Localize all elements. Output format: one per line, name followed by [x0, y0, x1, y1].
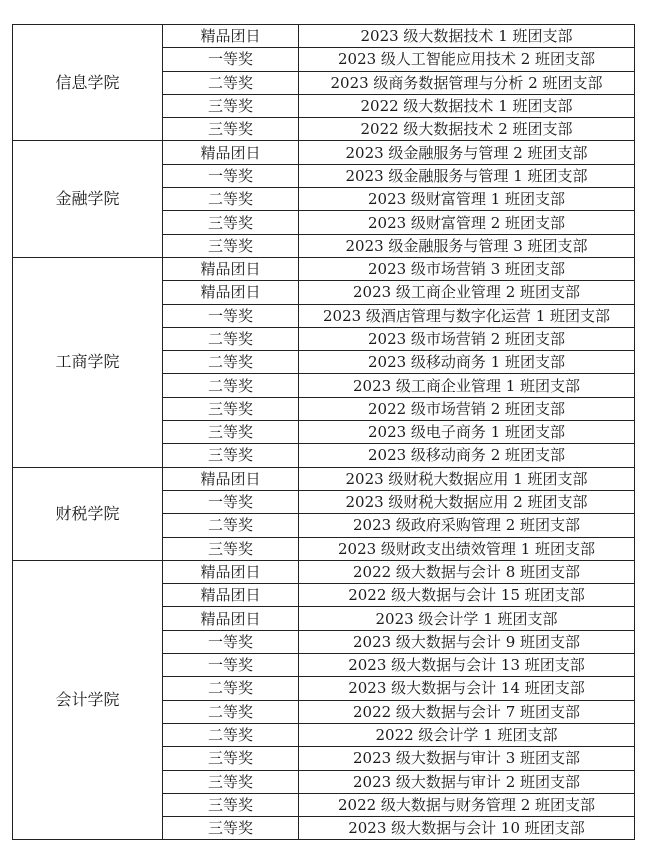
- branch-cell: 2022 级大数据与财务管理 2 班团支部: [299, 793, 635, 816]
- award-cell: 一等奖: [163, 304, 299, 327]
- award-cell: 一等奖: [163, 48, 299, 71]
- award-cell: 三等奖: [163, 770, 299, 793]
- branch-cell: 2022 级大数据技术 1 班团支部: [299, 94, 635, 117]
- table-row: [13, 25, 635, 48]
- branch-cell: 2023 级金融服务与管理 1 班团支部: [299, 164, 635, 187]
- award-cell: 精品团日: [163, 281, 299, 304]
- branch-cell: 2023 级大数据与会计 10 班团支部: [299, 817, 635, 840]
- branch-cell: 2023 级市场营销 3 班团支部: [299, 257, 635, 280]
- award-cell: 三等奖: [163, 421, 299, 444]
- award-cell: 二等奖: [163, 374, 299, 397]
- awards-table-body: [13, 25, 635, 840]
- college-cell: 会计学院: [13, 560, 163, 840]
- award-cell: 三等奖: [163, 118, 299, 141]
- award-cell: 精品团日: [163, 141, 299, 164]
- awards-table: [12, 24, 635, 840]
- award-cell: 精品团日: [163, 257, 299, 280]
- table-row: [13, 141, 635, 164]
- award-cell: 二等奖: [163, 677, 299, 700]
- branch-cell: 2023 级移动商务 1 班团支部: [299, 351, 635, 374]
- branch-cell: 2023 级财税大数据应用 2 班团支部: [299, 490, 635, 513]
- table-row: [13, 257, 635, 280]
- branch-cell: 2023 级大数据与会计 9 班团支部: [299, 630, 635, 653]
- college-cell: 信息学院: [13, 25, 163, 141]
- branch-cell: 2023 级商务数据管理与分析 2 班团支部: [299, 71, 635, 94]
- award-cell: 一等奖: [163, 654, 299, 677]
- table-row: [13, 467, 635, 490]
- branch-cell: 2023 级大数据与会计 13 班团支部: [299, 654, 635, 677]
- award-cell: 三等奖: [163, 747, 299, 770]
- branch-cell: 2023 级政府采购管理 2 班团支部: [299, 514, 635, 537]
- branch-cell: 2022 级大数据技术 2 班团支部: [299, 118, 635, 141]
- award-cell: 一等奖: [163, 490, 299, 513]
- branch-cell: 2023 级财富管理 1 班团支部: [299, 188, 635, 211]
- college-cell: 工商学院: [13, 257, 163, 467]
- branch-cell: 2023 级人工智能应用技术 2 班团支部: [299, 48, 635, 71]
- branch-cell: 2023 级财政支出绩效管理 1 班团支部: [299, 537, 635, 560]
- award-cell: 三等奖: [163, 444, 299, 467]
- award-cell: 三等奖: [163, 397, 299, 420]
- branch-cell: 2022 级大数据与会计 7 班团支部: [299, 700, 635, 723]
- branch-cell: 2023 级金融服务与管理 3 班团支部: [299, 234, 635, 257]
- award-cell: 二等奖: [163, 351, 299, 374]
- award-cell: 二等奖: [163, 723, 299, 746]
- branch-cell: 2023 级市场营销 2 班团支部: [299, 327, 635, 350]
- award-cell: 精品团日: [163, 607, 299, 630]
- award-cell: 二等奖: [163, 700, 299, 723]
- branch-cell: 2023 级酒店管理与数字化运营 1 班团支部: [299, 304, 635, 327]
- award-cell: 精品团日: [163, 25, 299, 48]
- college-cell: 财税学院: [13, 467, 163, 560]
- college-cell: 金融学院: [13, 141, 163, 257]
- branch-cell: 2023 级财税大数据应用 1 班团支部: [299, 467, 635, 490]
- award-cell: 一等奖: [163, 630, 299, 653]
- award-cell: 三等奖: [163, 793, 299, 816]
- award-cell: 精品团日: [163, 467, 299, 490]
- award-cell: 精品团日: [163, 584, 299, 607]
- branch-cell: 2023 级大数据与审计 2 班团支部: [299, 770, 635, 793]
- branch-cell: 2022 级大数据与会计 15 班团支部: [299, 584, 635, 607]
- branch-cell: 2023 级会计学 1 班团支部: [299, 607, 635, 630]
- branch-cell: 2023 级财富管理 2 班团支部: [299, 211, 635, 234]
- award-cell: 二等奖: [163, 327, 299, 350]
- award-cell: 三等奖: [163, 211, 299, 234]
- branch-cell: 2023 级电子商务 1 班团支部: [299, 421, 635, 444]
- award-cell: 三等奖: [163, 537, 299, 560]
- branch-cell: 2022 级市场营销 2 班团支部: [299, 397, 635, 420]
- branch-cell: 2023 级移动商务 2 班团支部: [299, 444, 635, 467]
- award-cell: 二等奖: [163, 514, 299, 537]
- branch-cell: 2023 级工商企业管理 1 班团支部: [299, 374, 635, 397]
- award-cell: 一等奖: [163, 164, 299, 187]
- award-cell: 二等奖: [163, 188, 299, 211]
- branch-cell: 2022 级大数据与会计 8 班团支部: [299, 560, 635, 583]
- branch-cell: 2023 级大数据技术 1 班团支部: [299, 25, 635, 48]
- award-cell: 三等奖: [163, 94, 299, 117]
- award-cell: 精品团日: [163, 560, 299, 583]
- award-cell: 二等奖: [163, 71, 299, 94]
- table-row: [13, 560, 635, 583]
- branch-cell: 2023 级大数据与会计 14 班团支部: [299, 677, 635, 700]
- branch-cell: 2023 级金融服务与管理 2 班团支部: [299, 141, 635, 164]
- award-cell: 三等奖: [163, 817, 299, 840]
- branch-cell: 2023 级工商企业管理 2 班团支部: [299, 281, 635, 304]
- award-cell: 三等奖: [163, 234, 299, 257]
- branch-cell: 2023 级大数据与审计 3 班团支部: [299, 747, 635, 770]
- branch-cell: 2022 级会计学 1 班团支部: [299, 723, 635, 746]
